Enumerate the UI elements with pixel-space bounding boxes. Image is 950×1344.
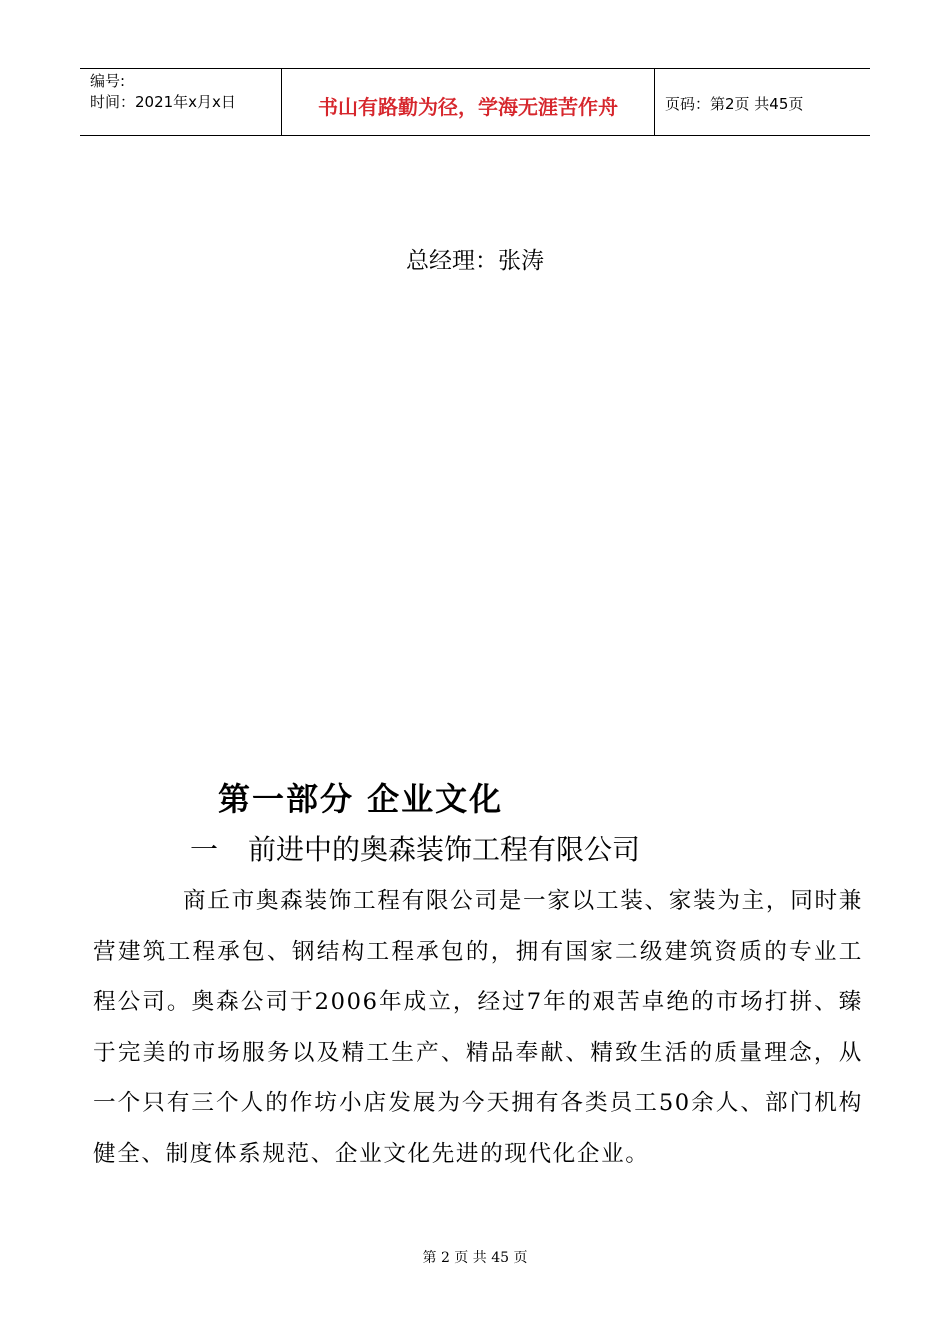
- section-heading: [190, 828, 640, 868]
- general-manager-line: 总经理：张涛: [406, 248, 544, 274]
- section-number: 一: [190, 833, 219, 866]
- header-code-label: 编号:: [90, 72, 126, 90]
- section-title: 前进中的奥森装饰工程有限公司: [248, 833, 641, 866]
- header-meta: [90, 71, 236, 113]
- header-divider-right: [654, 69, 655, 135]
- body-paragraph: 商丘市奥森装饰工程有限公司是一家以工装、家装为主，同时兼营建筑工程承包、钢结构工程承包的，拥有国家二级建筑资质的专业工程公司。奥森公司于2006年成立，经过7年的艰苦卓绝的市场打拼、臻于完美的市场服务以及精工生产、精品奉献、精致生活的质量理念，从一个只有三个人的作坊小店发展为今天拥有各类员工50余人、部门机构健全、制度体系规范、企业文化先进的现代化企业。: [93, 888, 863, 1167]
- header-page-info: 页码：第2页 共45页: [665, 95, 804, 113]
- page-footer: 第 2 页 共 45 页: [422, 1250, 528, 1266]
- header-motto: 书山有路勤为径，学海无涯苦作舟: [318, 95, 618, 119]
- header-time-label: 时间：2021年x月x日: [90, 93, 236, 111]
- part-title: 第一部分 企业文化: [218, 780, 504, 818]
- page-header: [80, 68, 870, 136]
